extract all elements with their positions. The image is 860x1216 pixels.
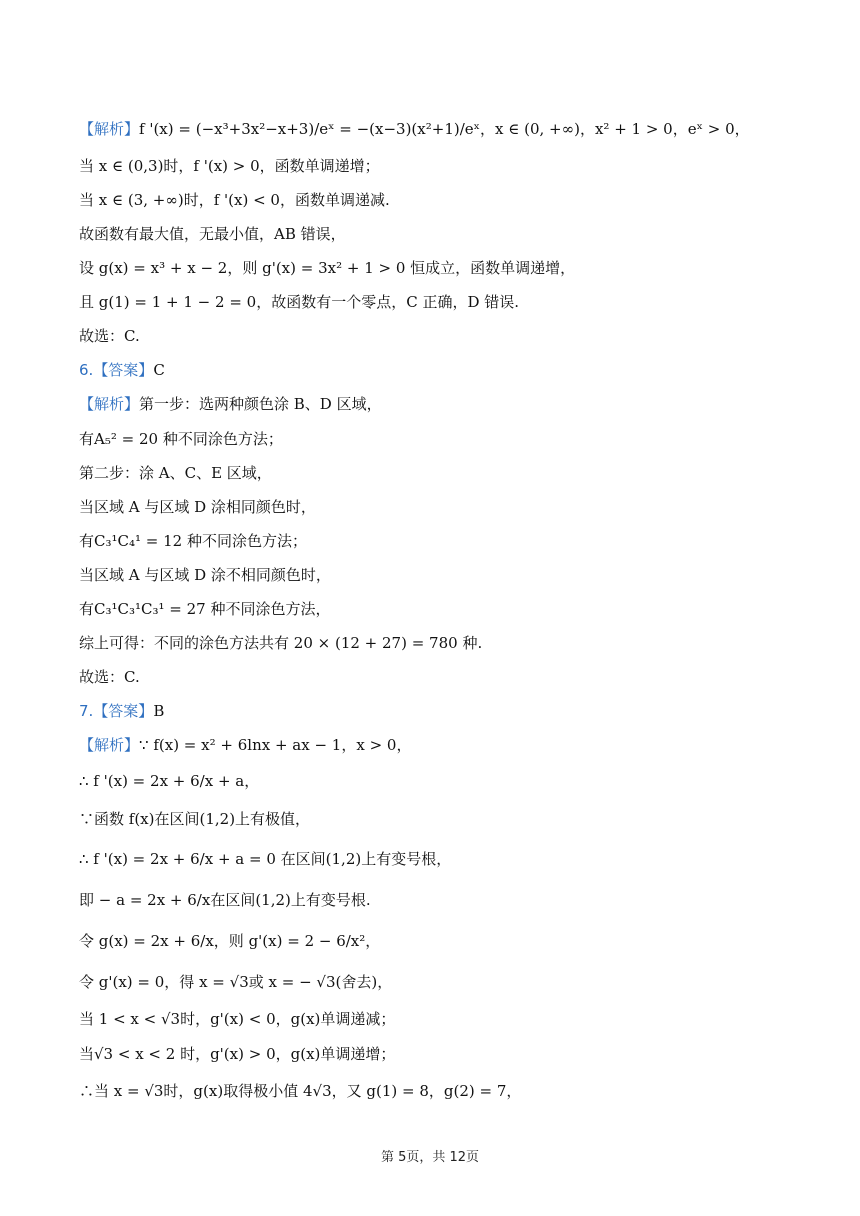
line-content: ∴ f '(x) = 2x + 6/x + a = 0 在区间(1,2)上有变号根， <box>79 850 452 868</box>
text-line <box>79 189 820 211</box>
text-line <box>79 1043 820 1065</box>
line-content: 有A₅² = 20 种不同涂色方法； <box>79 430 283 448</box>
section-tag: 【解析】 <box>79 395 140 413</box>
section-tag: 6.【答案】 <box>79 361 154 379</box>
text-line <box>79 496 820 518</box>
text-line <box>79 530 820 552</box>
text-line <box>79 1080 820 1102</box>
line-content: ∵ f(x) = x² + 6lnx + ax − 1，x > 0， <box>139 736 412 754</box>
line-content: 故函数有最大值，无最小值，AB 错误， <box>79 225 346 243</box>
section-tag: 【解析】 <box>79 736 140 754</box>
line-content: C <box>153 361 165 379</box>
text-line <box>79 734 820 756</box>
text-line <box>79 359 820 381</box>
line-content: B <box>153 702 165 720</box>
text-line <box>79 598 820 620</box>
line-content: 故选：C. <box>79 668 140 686</box>
text-line <box>79 257 820 279</box>
line-content: 即 − a = 2x + 6/x在区间(1,2)上有变号根. <box>79 891 371 909</box>
text-line <box>79 632 820 654</box>
line-content: 第二步：涂 A、C、E 区域， <box>79 464 272 482</box>
section-tag: 【解析】 <box>79 120 140 138</box>
line-content: ∴ f '(x) = 2x + 6/x + a， <box>79 772 260 790</box>
line-content: 当区域 A 与区域 D 涂不相同颜色时， <box>79 566 331 584</box>
line-content: ∴当 x = √3时，g(x)取得极小值 4√3，又 g(1) = 8，g(2) = 7， <box>79 1082 522 1100</box>
section-tag: 7.【答案】 <box>79 702 154 720</box>
text-line <box>79 291 820 313</box>
text-line <box>79 462 820 484</box>
line-content: 故选：C. <box>79 327 140 345</box>
line-content: 综上可得：不同的涂色方法共有 20 × (12 + 27) = 780 种. <box>79 634 483 652</box>
text-line <box>79 1008 820 1030</box>
text-line <box>79 889 820 911</box>
line-content: 当 x ∈ (3, +∞)时，f '(x) < 0，函数单调递减. <box>79 191 390 209</box>
text-line <box>79 223 820 245</box>
text-line <box>79 155 820 177</box>
line-content: 设 g(x) = x³ + x − 2，则 g'(x) = 3x² + 1 > 0 恒成立，函数单调递增， <box>79 259 576 277</box>
line-content: 有C₃¹C₄¹ = 12 种不同涂色方法； <box>79 532 307 550</box>
text-line <box>79 700 820 722</box>
text-line <box>79 393 820 415</box>
text-line <box>79 848 820 870</box>
line-content: 第一步：选两种颜色涂 B、D 区域， <box>139 395 382 413</box>
line-content: 当 x ∈ (0,3)时，f '(x) > 0，函数单调递增； <box>79 157 380 175</box>
line-content: 令 g(x) = 2x + 6/x，则 g'(x) = 2 − 6/x²， <box>79 932 381 950</box>
text-line <box>79 564 820 586</box>
text-line <box>79 971 820 993</box>
text-line <box>79 930 820 952</box>
line-content: 当 1 < x < √3时，g'(x) < 0，g(x)单调递减； <box>79 1010 396 1028</box>
line-content: 有C₃¹C₃¹C₃¹ = 27 种不同涂色方法， <box>79 600 331 618</box>
line-content: ∵函数 f(x)在区间(1,2)上有极值， <box>79 810 311 828</box>
line-content: 当√3 < x < 2 时，g'(x) > 0，g(x)单调递增； <box>79 1045 396 1063</box>
line-content: 且 g(1) = 1 + 1 − 2 = 0，故函数有一个零点，C 正确，D 错误. <box>79 293 520 311</box>
line-content: f '(x) = (−x³+3x²−x+3)/eˣ = −(x−3)(x²+1)/eˣ，x ∈ (0, +∞)，x² + 1 > 0，eˣ > 0， <box>139 120 750 138</box>
text-line <box>79 428 820 450</box>
line-content: 当区域 A 与区域 D 涂相同颜色时， <box>79 498 316 516</box>
text-line <box>79 770 820 792</box>
page-footer: 第 5页，共 12页 <box>380 1150 480 1165</box>
line-content: 令 g'(x) = 0，得 x = √3或 x = − √3(舍去)， <box>79 973 393 991</box>
text-line <box>79 808 820 830</box>
text-line <box>79 325 820 347</box>
text-line <box>79 666 820 688</box>
text-line <box>79 118 820 140</box>
